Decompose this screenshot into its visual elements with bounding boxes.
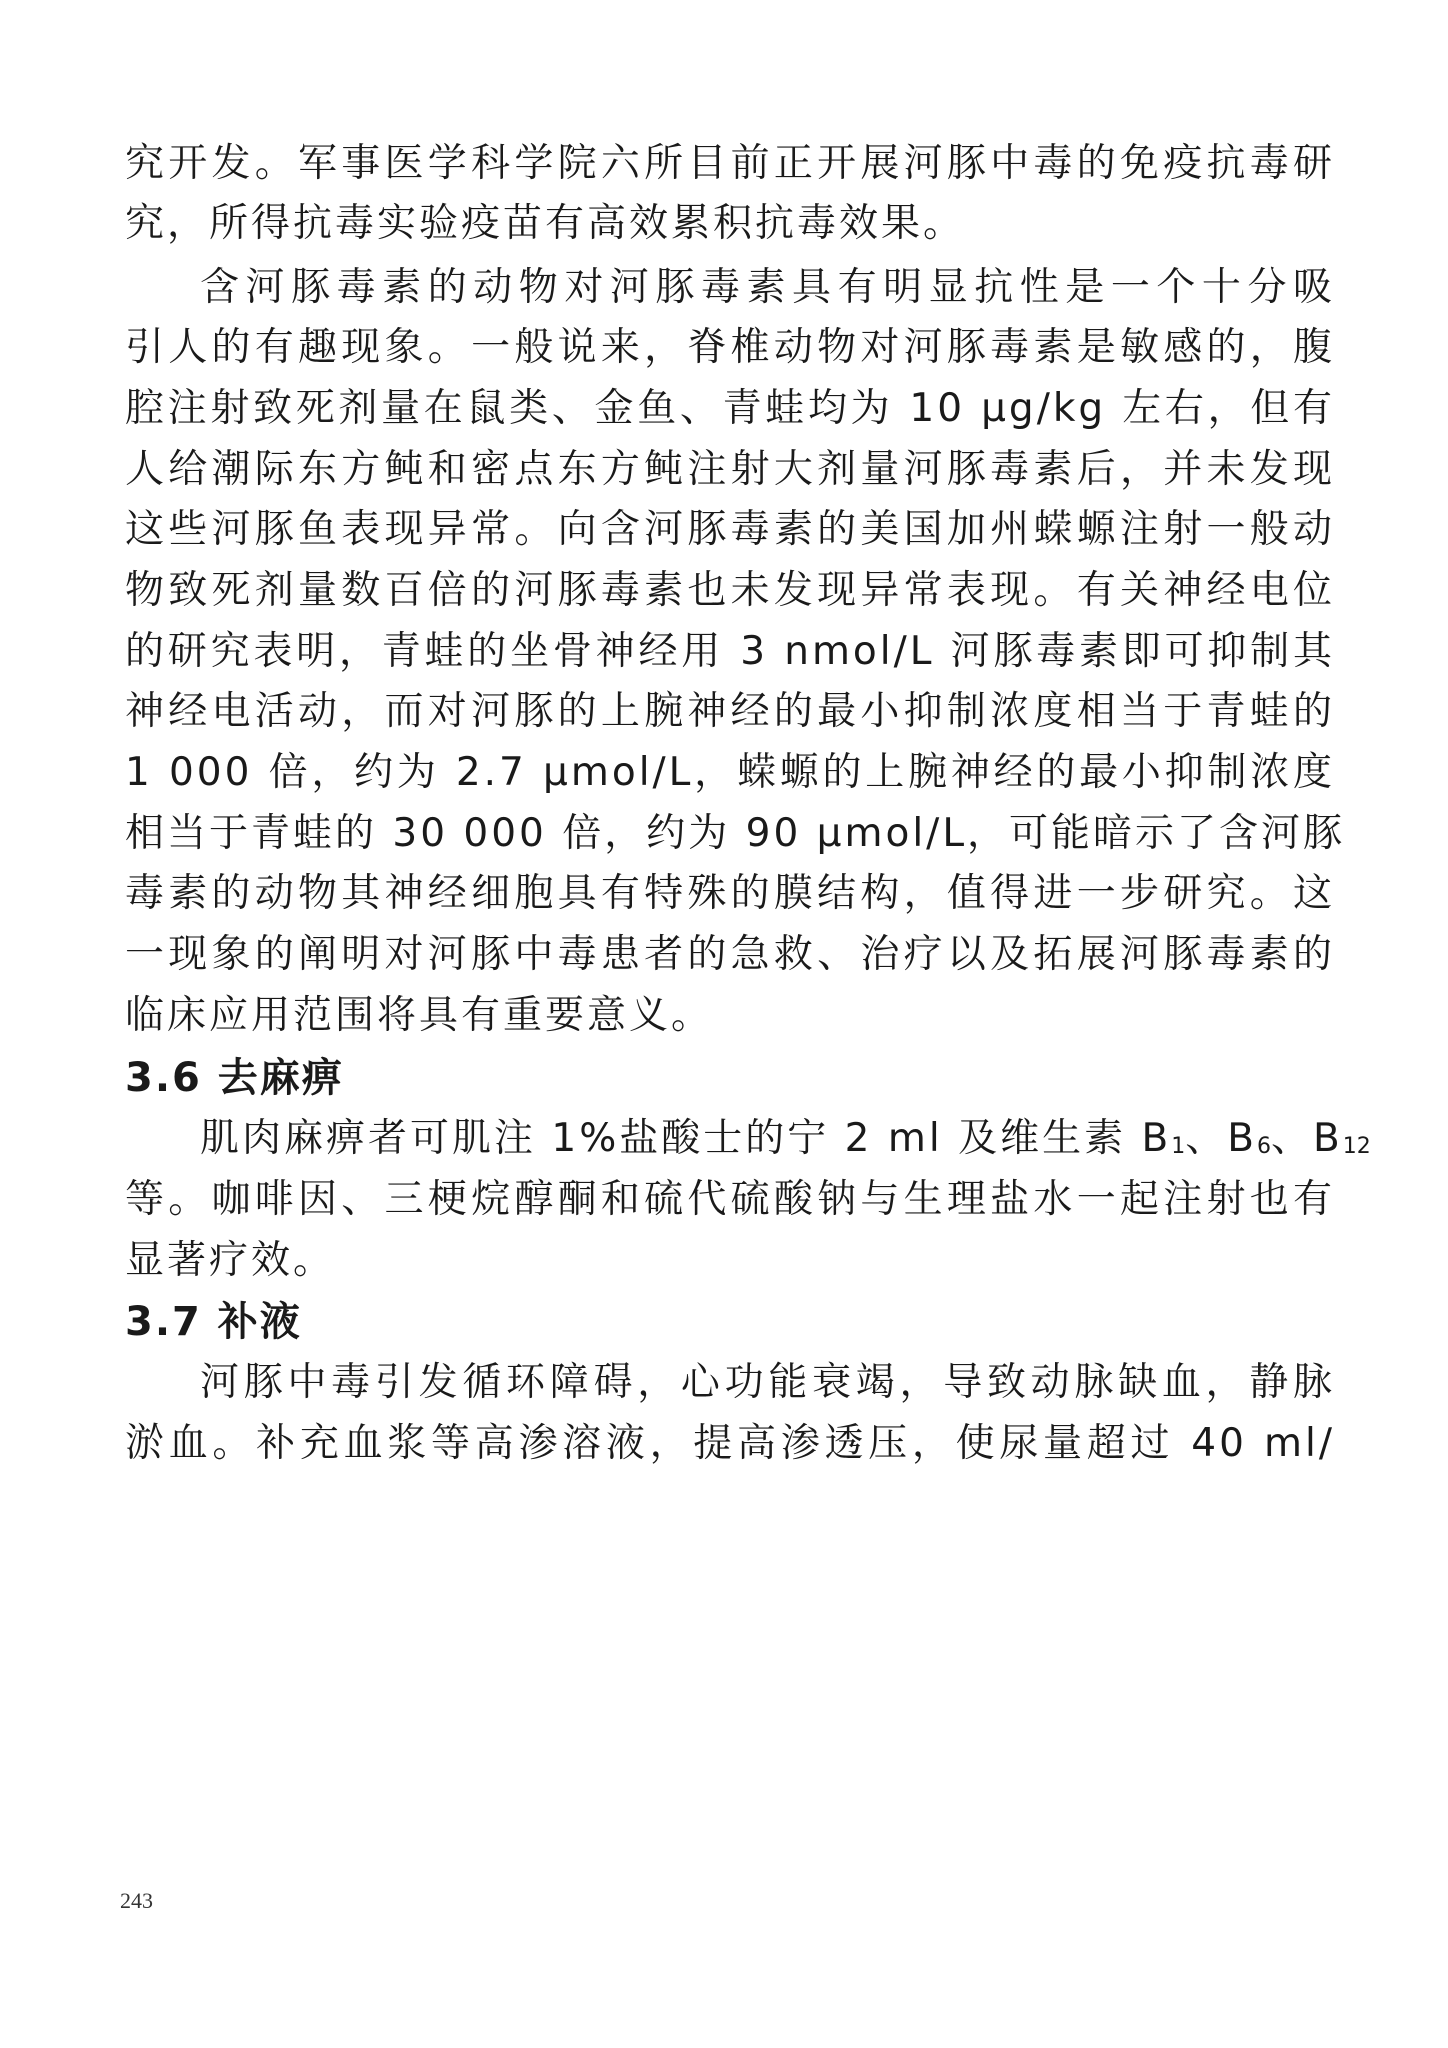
paragraph-line: 腔注射致死剂量在鼠类、金鱼、青蛙均为 10 μg/kg 左右，但有 [125, 386, 1335, 431]
vitamin-text: 肌肉麻痹者可肌注 1%盐酸士的宁 2 ml 及维生素 B [200, 1116, 1172, 1161]
paragraph-line: 引人的有趣现象。一般说来，脊椎动物对河豚毒素是敏感的，腹 [125, 325, 1335, 370]
paragraph-line: 这些河豚鱼表现异常。向含河豚毒素的美国加州蝾螈注射一般动 [125, 507, 1335, 552]
paragraph-line: 究，所得抗毒实验疫苗有高效累积抗毒效果。 [125, 201, 966, 246]
paragraph-line: 人给潮际东方鲀和密点东方鲀注射大剂量河豚毒素后，并未发现 [125, 447, 1335, 492]
paragraph-line-vitamins [200, 1114, 1371, 1164]
section-heading-3-6: 3.6 去麻痹 [125, 1055, 344, 1101]
paragraph-line: 神经电活动，而对河豚的上腕神经的最小抑制浓度相当于青蛙的 [125, 689, 1335, 734]
paragraph-line: 相当于青蛙的 30 000 倍，约为 90 μmol/L，可能暗示了含河豚 [125, 811, 1346, 856]
paragraph-line: 物致死剂量数百倍的河豚毒素也未发现异常表现。有关神经电位 [125, 568, 1335, 613]
paragraph-line: 等。咖啡因、三梗烷醇酮和硫代硫酸钠与生理盐水一起注射也有 [125, 1177, 1335, 1222]
separator-b12: 、B [1271, 1116, 1343, 1161]
paragraph-line: 淤血。补充血浆等高渗溶液，提高渗透压，使尿量超过 40 ml/ [125, 1421, 1335, 1466]
paragraph-line: 河豚中毒引发循环障碍，心功能衰竭，导致动脉缺血，静脉 [200, 1360, 1335, 1405]
paragraph-line: 1 000 倍，约为 2.7 μmol/L，蝾螈的上腕神经的最小抑制浓度 [125, 750, 1335, 795]
paragraph-line: 含河豚毒素的动物对河豚毒素具有明显抗性是一个十分吸 [200, 265, 1335, 310]
paragraph-line: 究开发。军事医学科学院六所目前正开展河豚中毒的免疫抗毒研 [125, 141, 1335, 186]
paragraph-line: 毒素的动物其神经细胞具有特殊的膜结构，值得进一步研究。这 [125, 871, 1335, 916]
paragraph-line: 显著疗效。 [125, 1238, 336, 1283]
paragraph-line: 的研究表明，青蛙的坐骨神经用 3 nmol/L 河豚毒素即可抑制其 [125, 629, 1335, 674]
paragraph-line: 临床应用范围将具有重要意义。 [125, 993, 714, 1038]
paragraph-line: 一现象的阐明对河豚中毒患者的急救、治疗以及拓展河豚毒素的 [125, 932, 1335, 977]
page-number: 243 [120, 1888, 153, 1913]
subscript-b1: 1 [1171, 1134, 1186, 1159]
subscript-b12: 12 [1342, 1134, 1371, 1159]
separator-b6: 、B [1185, 1116, 1258, 1161]
subscript-b6: 6 [1257, 1134, 1272, 1159]
section-heading-3-7: 3.7 补液 [125, 1299, 302, 1345]
